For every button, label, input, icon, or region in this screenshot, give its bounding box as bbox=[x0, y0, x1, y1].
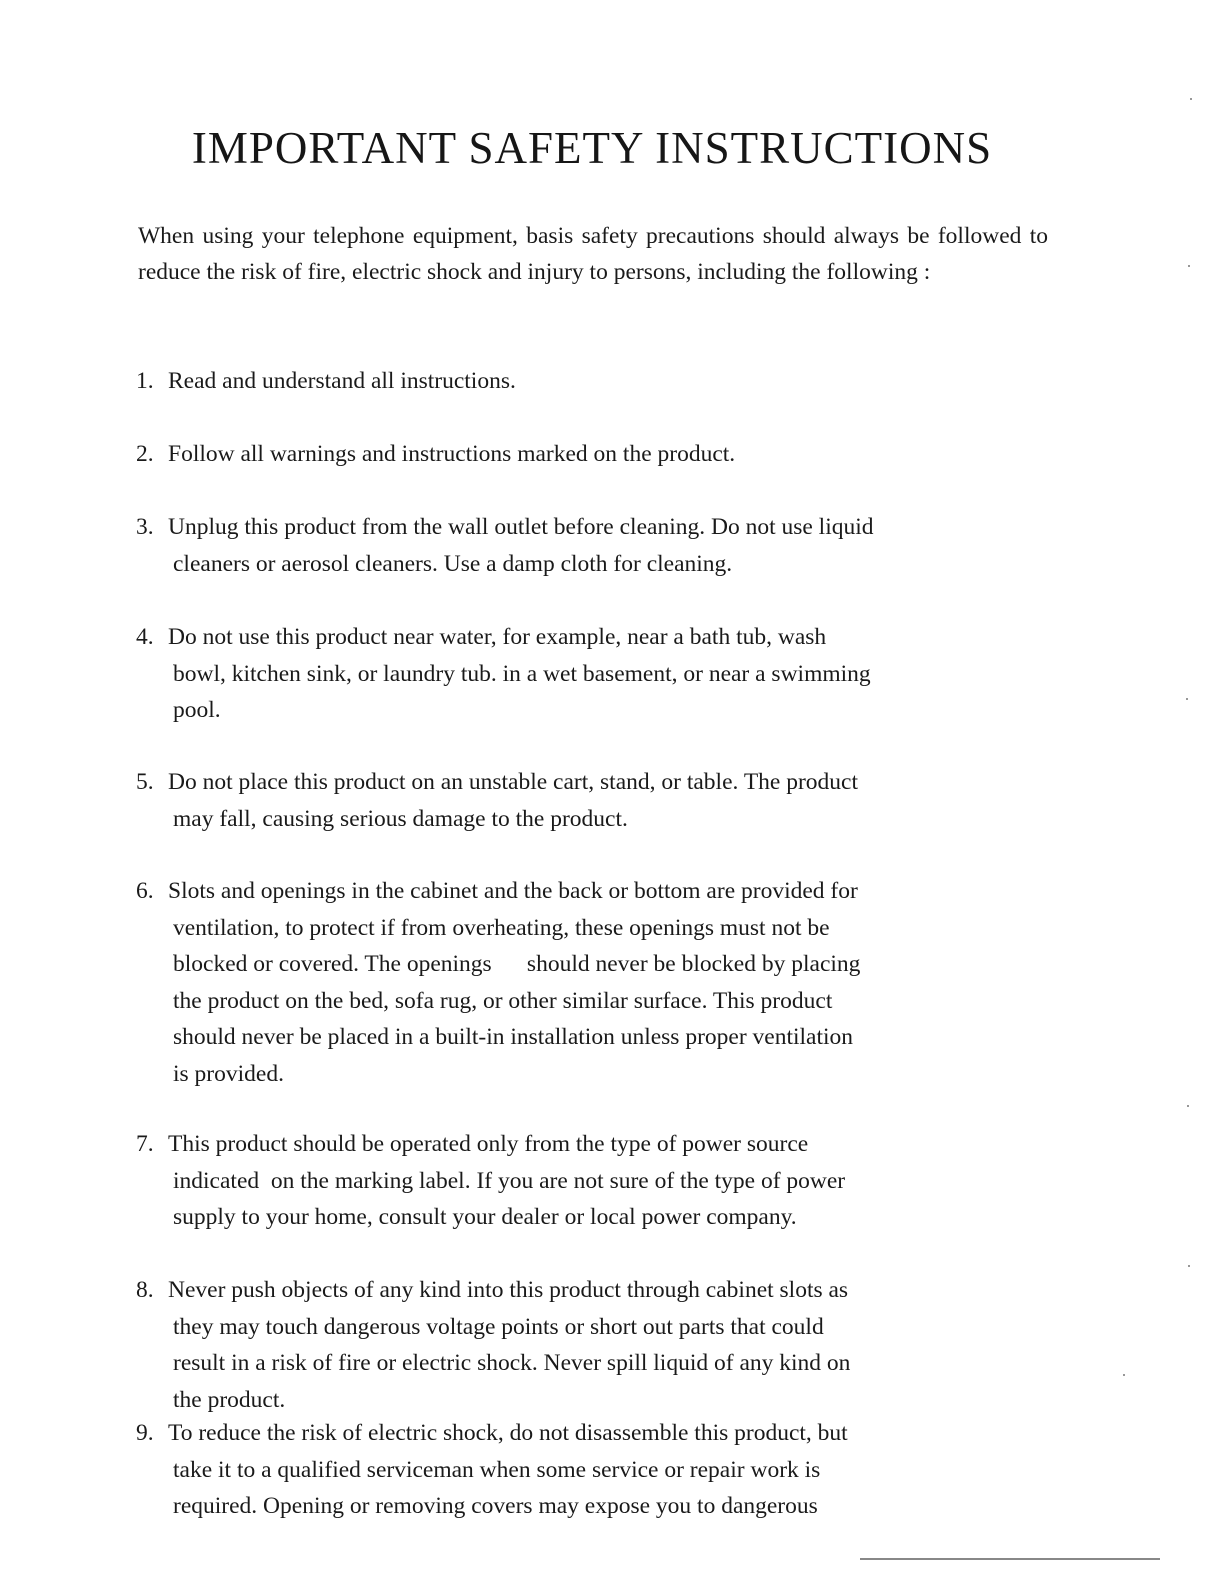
scan-speck bbox=[1188, 265, 1190, 267]
item-text-line: cleaners or aerosol cleaners. Use a damp cloth for cleaning. bbox=[173, 550, 733, 577]
item-text-line: Follow all warnings and instructions marked on the product. bbox=[168, 441, 736, 467]
instruction-item bbox=[136, 619, 1046, 729]
item-number: 8. bbox=[136, 1277, 154, 1303]
item-number: 4. bbox=[136, 624, 154, 650]
item-text-line: take it to a qualified serviceman when some service or repair work is bbox=[173, 1456, 821, 1483]
instruction-item bbox=[136, 1272, 1046, 1418]
instruction-item bbox=[136, 509, 1046, 582]
item-text-line: they may touch dangerous voltage points or short out parts that could bbox=[173, 1313, 824, 1340]
item-text-line: indicated on the marking label. If you are not sure of the type of power bbox=[173, 1167, 846, 1194]
instruction-item bbox=[136, 363, 1046, 400]
item-text-line: should never be placed in a built-in installation unless proper ventilation bbox=[173, 1024, 854, 1050]
instruction-item bbox=[136, 1415, 1046, 1525]
item-text-line: This product should be operated only from the type of power source bbox=[168, 1131, 809, 1157]
item-number: 9. bbox=[136, 1420, 154, 1446]
scan-speck bbox=[1186, 698, 1188, 700]
item-number: 7. bbox=[136, 1131, 154, 1157]
item-text-line: result in a risk of fire or electric shock. Never spill liquid of any kind on bbox=[173, 1350, 851, 1376]
item-number: 6. bbox=[136, 878, 154, 904]
item-text-line: Do not use this product near water, for example, near a bath tub, wash bbox=[168, 624, 827, 650]
item-text-line: bowl, kitchen sink, or laundry tub. in a wet basement, or near a swimming bbox=[173, 660, 871, 687]
scan-speck bbox=[1190, 98, 1192, 100]
item-text-line: Slots and openings in the cabinet and the back or bottom are provided for bbox=[168, 878, 858, 904]
instruction-item bbox=[136, 436, 1046, 473]
item-text-line: is provided. bbox=[173, 1060, 284, 1087]
item-text-line: To reduce the risk of electric shock, do not disassemble this product, but bbox=[168, 1420, 848, 1446]
item-text-line: required. Opening or removing covers may expose you to dangerous bbox=[173, 1493, 818, 1519]
scan-edge-line bbox=[860, 1558, 1160, 1560]
instruction-item bbox=[136, 873, 1046, 1092]
instruction-item bbox=[136, 1126, 1046, 1236]
item-text-line: Do not place this product on an unstable cart, stand, or table. The product bbox=[168, 769, 859, 795]
scan-speck bbox=[1187, 1105, 1189, 1107]
scan-speck bbox=[1123, 1374, 1125, 1376]
item-number: 2. bbox=[136, 441, 154, 467]
item-text-line: may fall, causing serious damage to the product. bbox=[173, 805, 628, 832]
item-number: 1. bbox=[136, 368, 154, 394]
item-number: 5. bbox=[136, 769, 154, 795]
item-number: 3. bbox=[136, 514, 154, 540]
item-text-line: Never push objects of any kind into this product through cabinet slots as bbox=[168, 1277, 849, 1303]
item-text-line: the product. bbox=[173, 1386, 286, 1413]
item-text-line: Read and understand all instructions. bbox=[168, 368, 516, 394]
scan-speck bbox=[1188, 1265, 1190, 1267]
item-text-line: the product on the bed, sofa rug, or other similar surface. This product bbox=[173, 987, 833, 1014]
intro-paragraph: When using your telephone equipment, basis safety precautions should always be followed to reduce the risk of fire, electric shock and injury to persons, including the following : bbox=[138, 223, 1048, 285]
page-title: IMPORTANT SAFETY INSTRUCTIONS bbox=[191, 123, 993, 173]
instruction-item bbox=[136, 764, 1046, 837]
item-text-line: Unplug this product from the wall outlet before cleaning. Do not use liquid bbox=[168, 514, 874, 540]
item-text-line: blocked or covered. The openings should never be blocked by placing bbox=[173, 951, 861, 977]
item-text-line: supply to your home, consult your dealer or local power company. bbox=[173, 1204, 797, 1230]
item-text-line: ventilation, to protect if from overheating, these openings must not be bbox=[173, 914, 830, 941]
item-text-line: pool. bbox=[173, 697, 221, 723]
